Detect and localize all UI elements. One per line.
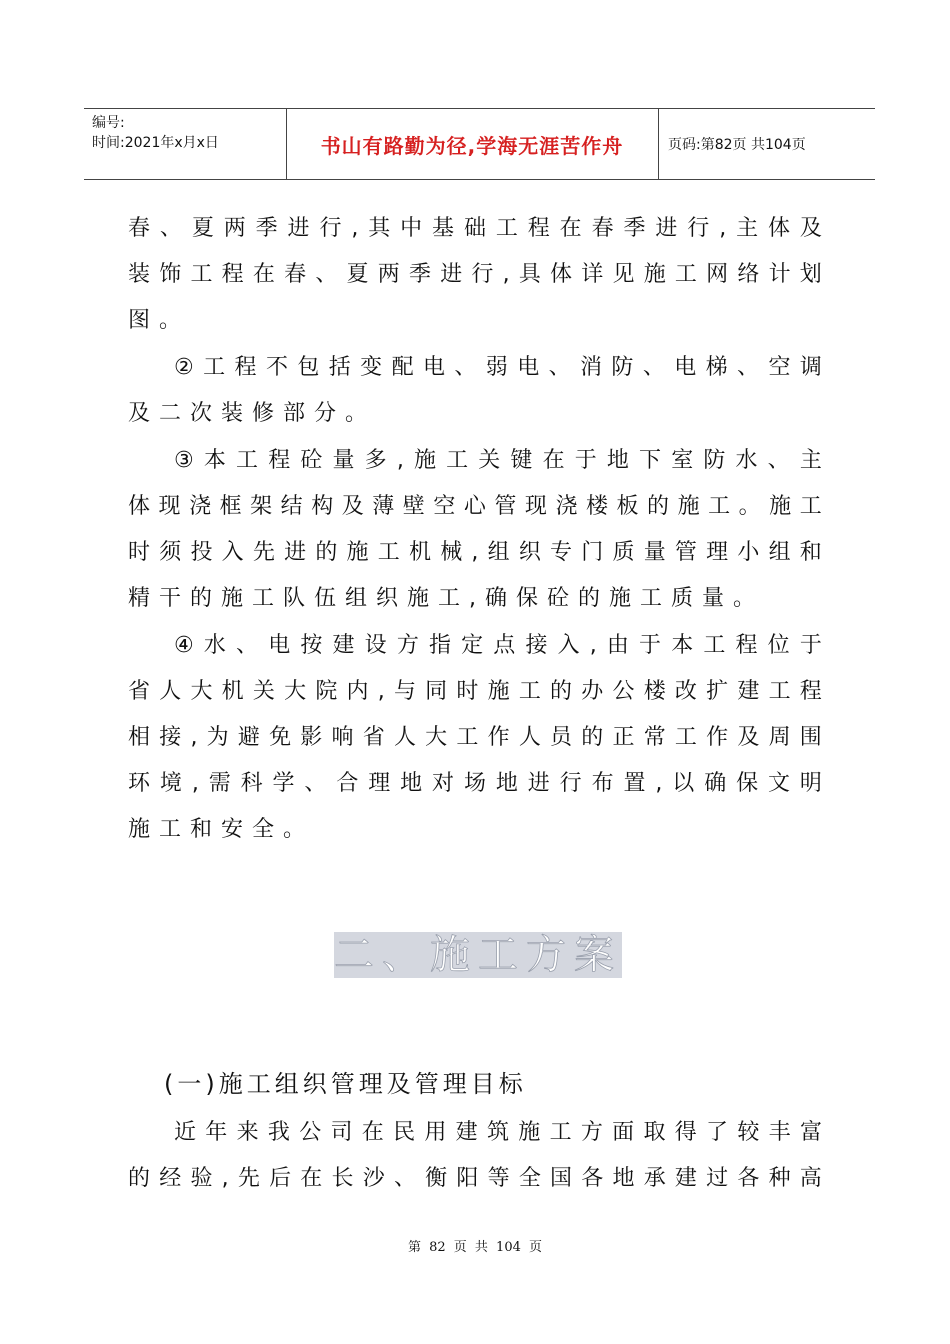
section-heading [334,932,622,978]
serial-label: 编号: [92,115,125,131]
body-line: 的 经 验 , 先 后 在 长 沙 、 衡 阳 等 全 国 各 地 承 建 过 各 种 高 [128,1166,822,1191]
body-line: 相 接 , 为 避 免 影 响 省 人 大 工 作 人 员 的 正 常 工 作 及 周 围 [128,725,822,750]
body-line: 装 饰 工 程 在 春 、 夏 两 季 进 行 , 具 体 详 见 施 工 网 络 计 划 [128,262,822,287]
section-heading-text: 二、施工方案 [334,932,622,978]
page-footer: 第 82 页 共 104 页 [407,1240,543,1255]
header-page-cell [658,109,875,179]
header-motto: 书山有路勤为径,学海无涯苦作舟 [320,133,624,158]
time-label: 时间:2021年x月x日 [92,135,219,151]
header-page-info: 页码:第82页 共104页 [668,137,806,153]
body-line: 及二次装修部分。 [128,401,377,426]
body-line: 春 、 夏 两 季 进 行 , 其 中 基 础 工 程 在 春 季 进 行 , 主 体 及 [128,216,822,241]
body-line: 近 年 来 我 公 司 在 民 用 建 筑 施 工 方 面 取 得 了 较 丰 富 [174,1120,822,1145]
body-line: ② 工 程 不 包 括 变 配 电 、 弱 电 、 消 防 、 电 梯 、 空 调 [174,355,822,380]
header-meta-cell [84,109,287,179]
body-line: 精干的施工队伍组织施工,确保砼的施工质量。 [128,586,764,611]
body-line: ③ 本 工 程 砼 量 多 , 施 工 关 键 在 于 地 下 室 防 水 、 主 [174,448,822,473]
subsection-heading: (一)施工组织管理及管理目标 [164,1070,527,1098]
body-line: 体 现 浇 框 架 结 构 及 薄 壁 空 心 管 现 浇 楼 板 的 施 工 。 施 工 [128,494,822,519]
body-line: 环 境 , 需 科 学 、 合 理 地 对 场 地 进 行 布 置 , 以 确 保 文 明 [128,771,822,796]
body-line: 图。 [128,308,191,333]
body-line: ④ 水 、 电 按 建 设 方 指 定 点 接 入 , 由 于 本 工 程 位 于 [174,633,822,658]
page-header [84,108,875,180]
body-line: 施工和安全。 [128,817,315,842]
body-line: 省 人 大 机 关 大 院 内 , 与 同 时 施 工 的 办 公 楼 改 扩 建 工 程 [128,679,822,704]
body-line: 时 须 投 入 先 进 的 施 工 机 械 , 组 织 专 门 质 量 管 理 小 组 和 [128,540,822,565]
header-motto-cell [286,109,659,179]
